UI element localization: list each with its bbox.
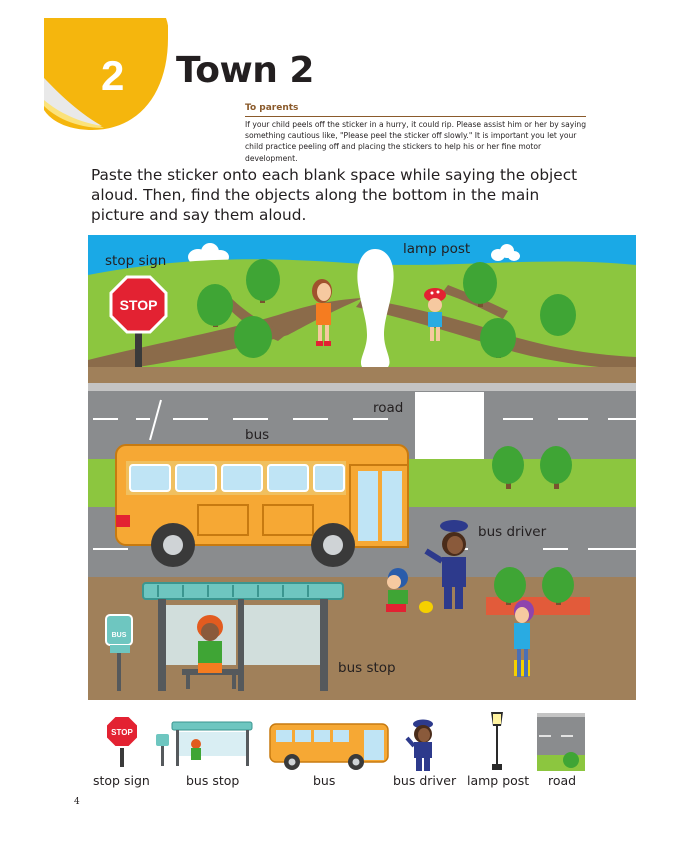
label-lamp-post: lamp post	[403, 241, 471, 257]
stop-sign-text-layer	[111, 277, 166, 332]
town-scene-illustration	[88, 235, 636, 700]
legend-label-lamp-post: lamp post	[467, 773, 530, 788]
legend-label-road: road	[548, 773, 577, 788]
main-picture	[88, 235, 636, 700]
lamp-post-icon	[486, 708, 508, 772]
stop-sign-icon	[103, 713, 141, 769]
legend-label-bus-stop: bus stop	[186, 773, 240, 788]
bus-driver-icon	[405, 718, 437, 772]
road-sticker-blank[interactable]	[415, 392, 484, 459]
stop-sign-text: STOP	[119, 297, 158, 313]
page-number: 4	[74, 797, 80, 807]
legend-label-bus-driver: bus driver	[393, 773, 457, 788]
page-title: Town 2	[176, 50, 314, 91]
label-bus-stop: bus stop	[338, 660, 396, 676]
road-icon	[537, 713, 585, 771]
label-bus: bus	[245, 427, 270, 443]
tree-icon	[480, 318, 516, 358]
tree-icon	[540, 294, 576, 336]
lesson-number: 2	[101, 52, 125, 99]
label-bus-driver: bus driver	[478, 524, 547, 540]
bus-icon	[268, 720, 392, 772]
label-road: road	[373, 400, 404, 416]
label-stop-sign: stop sign	[105, 253, 167, 269]
svg-text:STOP: STOP	[111, 728, 133, 737]
legend-label-stop-sign: stop sign	[93, 773, 150, 788]
legend-label-bus: bus	[313, 773, 336, 788]
bus-stop-sign-text-layer	[106, 615, 132, 645]
parents-note-heading: To parents	[245, 103, 299, 113]
parents-note-text: If your child peels off the sticker in a hurry, it could rip. Please assist him or her by saying something cautious like, "Please peel the sticker off slowly." It is important you let your child practice peeling off and placing the stickers to help his or her fine motor development.	[245, 120, 587, 163]
parents-note-divider	[245, 116, 586, 117]
bus-stop-sign-text: BUS	[111, 632, 127, 639]
instructions-text: Paste the sticker onto each blank space while saying the object aloud. Then, find the objects along the bottom in the main picture and say them aloud.	[91, 166, 578, 224]
bus-stop-icon	[154, 720, 254, 768]
sitting-child-icon	[197, 615, 223, 673]
tree-icon	[234, 316, 272, 358]
